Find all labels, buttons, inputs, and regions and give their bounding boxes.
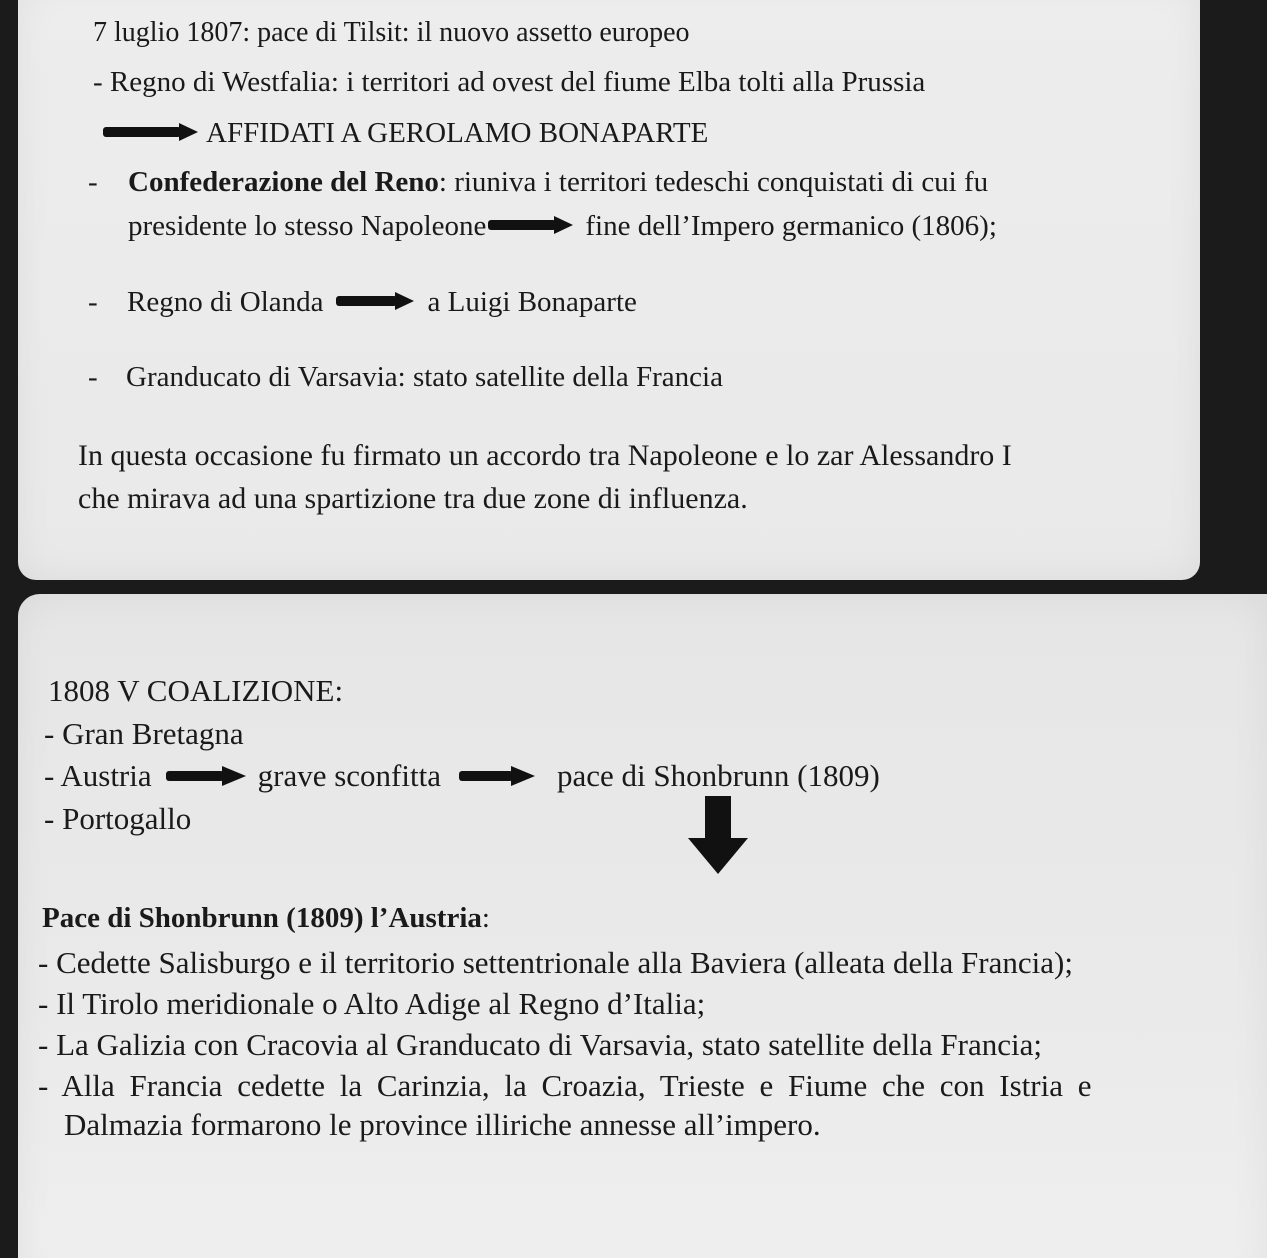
- austria-peace: pace di Shonbrunn (1809): [556, 758, 880, 793]
- confederazione-item: [128, 167, 988, 199]
- right-arrow-icon: [336, 291, 414, 311]
- confederazione-label: Confederazione del Reno: [128, 166, 439, 198]
- pace-item-galizia: - La Galizia con Cracovia al Granducato di Varsavia, stato satellite della Francia;: [38, 1027, 1042, 1062]
- pace-item-francia-cont: Dalmazia formarono le province illiriche annesse all’impero.: [64, 1107, 821, 1142]
- confederazione-result: fine dell’Impero germanico (1806);: [585, 210, 997, 242]
- accordo-line1: In questa occasione fu firmato un accordo tra Napoleone e lo zar Alessandro I: [78, 439, 1012, 472]
- tilsit-title: 7 luglio 1807: pace di Tilsit: il nuovo assetto europeo: [93, 17, 690, 48]
- right-arrow-icon: [459, 765, 535, 787]
- confederazione-president: presidente lo stesso Napoleone: [128, 210, 487, 242]
- confederazione-desc: : riuniva i territori tedeschi conquistati di cui fu: [438, 166, 989, 198]
- pace-title-colon: :: [481, 902, 490, 934]
- confederazione-line2: [128, 211, 997, 243]
- right-arrow-icon: [166, 765, 246, 787]
- varsavia-dash: -: [88, 361, 98, 393]
- olanda-result: a Luigi Bonaparte: [427, 286, 637, 318]
- olanda-item: [127, 287, 637, 319]
- pace-title: [42, 903, 490, 935]
- coalizione-title: 1808 V COALIZIONE:: [48, 673, 344, 708]
- olanda-dash: -: [88, 286, 98, 318]
- austria-defeat: grave sconfitta: [257, 758, 441, 793]
- accordo-line2: che mirava ad una spartizione tra due zone di influenza.: [78, 482, 748, 515]
- confederazione-dash: -: [88, 166, 98, 198]
- westfalia-item: - Regno di Westfalia: i territori ad ovest del fiume Elba tolti alla Prussia: [93, 66, 926, 98]
- olanda-label: Regno di Olanda: [127, 286, 324, 318]
- austria-label: - Austria: [44, 758, 152, 793]
- pace-item-francia: - Alla Francia cedette la Carinzia, la Croazia, Trieste e Fiume che con Istria e: [38, 1068, 1092, 1103]
- right-arrow-icon: [488, 215, 573, 235]
- pace-title-label: Pace di Shonbrunn (1809) l’Austria: [42, 902, 482, 934]
- pace-item-salisburgo: - Cedette Salisburgo e il territorio settentrionale alla Baviera (alleata della Francia);: [38, 945, 1073, 980]
- westfalia-result-text: AFFIDATI A GEROLAMO BONAPARTE: [206, 117, 709, 149]
- pace-item-tirolo: - Il Tirolo meridionale o Alto Adige al Regno d’Italia;: [38, 986, 706, 1021]
- right-arrow-icon: [103, 122, 198, 142]
- coalizione-item-portogallo: - Portogallo: [44, 801, 192, 836]
- varsavia-item: Granducato di Varsavia: stato satellite della Francia: [126, 361, 723, 393]
- coalizione-item-gran-bretagna: - Gran Bretagna: [44, 716, 244, 751]
- down-arrow-icon: [688, 796, 748, 874]
- coalizione-item-austria: [44, 759, 880, 793]
- westfalia-result-row: [103, 118, 708, 150]
